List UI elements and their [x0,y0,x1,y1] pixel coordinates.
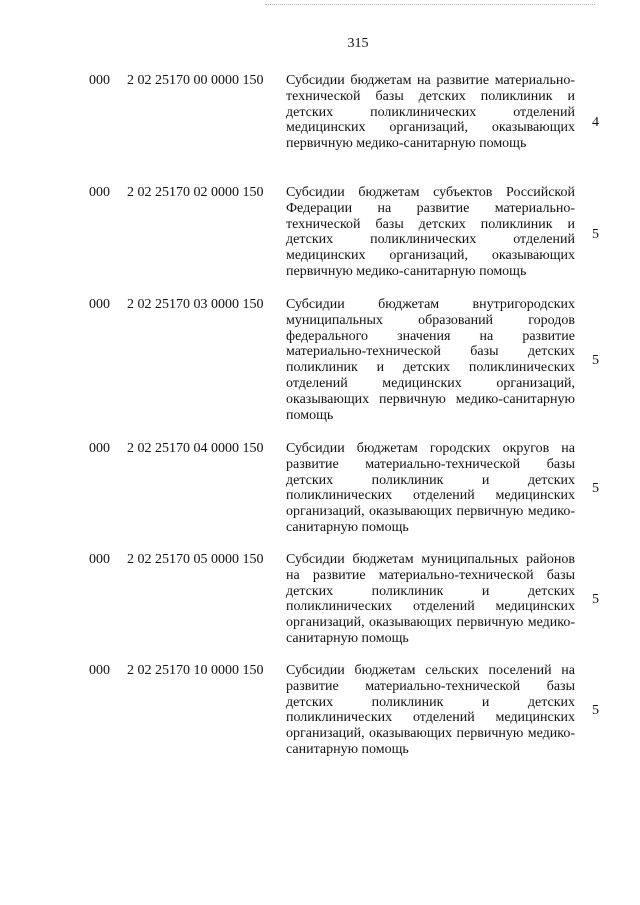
budget-classification-code: 2 02 25170 03 0000 150 [127,297,264,312]
entry-description: Субсидии бюджетам на развитие материально-технической базы детских поликлиник и детских поликлинических отделений медицинских организаций, оказывающих первичную медико-санитарную помощь [286,73,575,152]
entry-value: 5 [592,592,599,607]
admin-code: 000 [89,185,110,200]
budget-classification-code: 2 02 25170 02 0000 150 [127,185,264,200]
admin-code: 000 [89,73,110,88]
entry-value: 5 [592,353,599,368]
admin-code: 000 [89,552,110,567]
budget-classification-code: 2 02 25170 05 0000 150 [127,552,264,567]
budget-classification-code: 2 02 25170 00 0000 150 [127,73,264,88]
entry-value: 5 [592,703,599,718]
entry-description: Субсидии бюджетам муниципальных районов на развитие материально-технической базы детских поликлиник и детских поликлинических отделений медицинских организаций, оказывающих первичную медико-санитарную помощь [286,552,575,646]
admin-code: 000 [89,663,110,678]
admin-code: 000 [89,297,110,312]
entry-description: Субсидии бюджетам внутригородских муниципальных образований городов федерального значения на развитие материально-технической базы детских поликлиник и детских поликлинических отделений медицинских организаций, оказывающих первичную медико-санитарную помощь [286,297,575,423]
entry-description: Субсидии бюджетам субъектов Российской Федерации на развитие материально-технической базы детских поликлиник и детских поликлинических отделений медицинских организаций, оказывающих первичную медико-санитарную помощь [286,185,575,279]
entry-value: 5 [592,227,599,242]
entry-description: Субсидии бюджетам сельских поселений на развитие материально-технической базы детских поликлиник и детских поликлинических отделений медицинских организаций, оказывающих первичную медико-санитарную помощь [286,663,575,757]
entry-description: Субсидии бюджетам городских округов на развитие материально-технической базы детских поликлиник и детских поликлинических отделений медицинских организаций, оказывающих первичную медико-санитарную помощь [286,441,575,535]
budget-classification-code: 2 02 25170 10 0000 150 [127,663,264,678]
entry-value: 5 [592,481,599,496]
admin-code: 000 [89,441,110,456]
budget-classification-code: 2 02 25170 04 0000 150 [127,441,264,456]
entry-value: 4 [592,115,599,130]
scan-edge-line [265,4,595,5]
page-number: 315 [347,36,369,51]
